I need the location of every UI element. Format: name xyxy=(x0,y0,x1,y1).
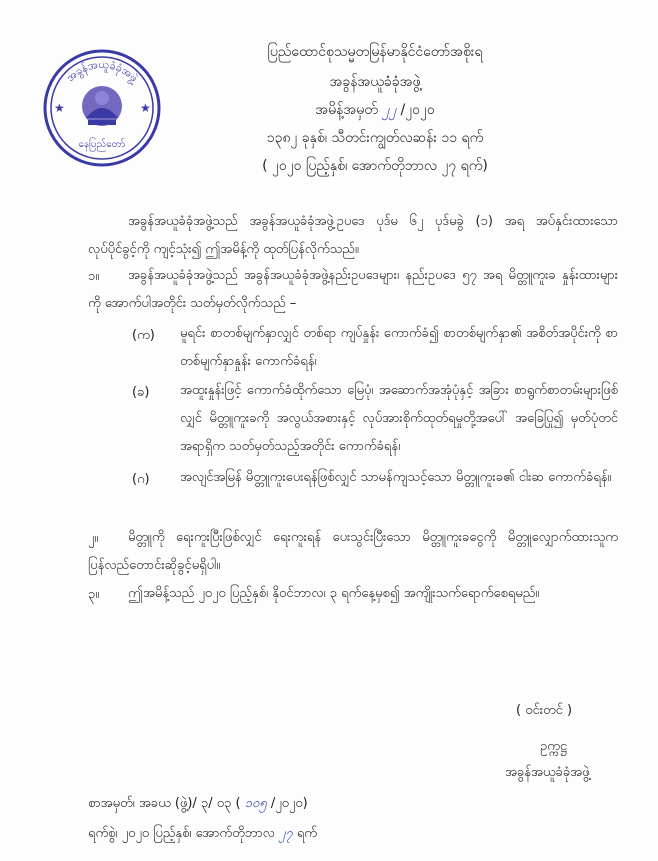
subitem-label: (ခ) xyxy=(132,385,150,400)
subitem-text: အထူးနှုန်းဖြင့် ကောက်ခံထိုက်သော မြေပုံ၊ အဆောက်အအုံပုံနှင့် အခြား စာရွက်စာတမ်းများဖြစ်လျှင် မိတ္တူကူးခကို အလွယ်အစားနှင့် လုပ်အားစိုက်ထုတ်ရမှုတို့အပေါ် အခြေပြု၍ မှတ်ပုံတင်အရာရှိက သတ်မှတ်သည့်အတိုင်း ကောက်ခံရန်၊ xyxy=(180,383,618,454)
footer-date-suffix: ရက် xyxy=(296,826,318,841)
para3-number: ၃။ xyxy=(88,587,100,602)
subitem-label: (က) xyxy=(132,328,155,343)
header-myanmar-date: ၁၃၈၂ ခုနှစ်၊ သီတင်းကျွတ်လဆန်း ၁၁ ရက် xyxy=(266,130,484,146)
signature-title: ဥက္ကဋ္ဌ xyxy=(540,739,567,754)
subitem-text: မူရင်း စာတစ်မျက်နှာလျှင် တစ်ရာ ကျပ်နှုန်း ကောက်ခံ၍ စာတစ်မျက်နှာ၏ အစိတ်အပိုင်းကို စာတစ်မျက်နှာနှုန်း ကောက်ခံရန်၊ xyxy=(180,326,618,369)
signature-name: ( ဝင်းတင် ) xyxy=(516,703,573,718)
para1-text: အခွန်အယူခံခုံအဖွဲ့သည် အခွန်အယူခံခုံအဖွဲ့နည်းဥပဒေများ၊ နည်းဥပဒေ ၅၇ အရ မိတ္တူကူးခ နှုန်းထားများကို အောက်ပါအတိုင်း သတ်မှတ်လိုက်သည် – xyxy=(88,268,618,311)
reference-prefix: စာအမှတ်၊ အခယ (ဖွဲ့)/ ၃/ ၀၃ ( xyxy=(88,796,241,811)
order-number-year: /၂၀၂၀ xyxy=(400,102,435,118)
intro-paragraph: အခွန်အယူခံခုံအဖွဲ့သည် အခွန်အယူခံခုံအဖွဲ့ဥပဒေ ပုဒ်မ ၆၂ ပုဒ်မခွဲ (၁) အရ အပ်နှင်းထားသော လုပ်ပိုင်ခွင့်ကို ကျင့်သုံး၍ ဤအမိန့်ကို ထုတ်ပြန်လိုက်သည်။ xyxy=(88,214,618,257)
footer-date-prefix: ရက်စွဲ၊ ၂၀၂၀ ပြည့်နှစ်၊ အောက်တိုဘာလ xyxy=(88,826,275,841)
reference-suffix: /၂၀၂၀) xyxy=(270,796,308,811)
order-number-handwritten: ၂၂ xyxy=(382,102,397,118)
svg-text:အခွန်အယူခံခုံအဖွဲ့ xyxy=(63,58,141,87)
header-organization: အခွန်အယူခံခုံအဖွဲ့ xyxy=(329,74,421,90)
seal-emblem xyxy=(42,48,162,168)
para2-text: မိတ္တူကို ရေးကူးပြီးဖြစ်လျှင် ရေးကူးရန် ပေးသွင်းပြီးသော မိတ္တူကူးခငွေကို မိတ္တူလျှောက်ထားသူက ပြန်လည်တောင်းဆိုခွင့်မရှိပါ။ xyxy=(88,530,618,573)
reference-number-handwritten: ၁၀၅ xyxy=(244,796,267,811)
header-government: ပြည်ထောင်စုသမ္မတမြန်မာနိုင်ငံတော်အစိုးရ xyxy=(267,44,483,60)
header-order-number xyxy=(210,100,540,121)
footer-date-day-handwritten: ၂၇ xyxy=(279,826,293,841)
seal-star-right-icon: ★ xyxy=(140,101,151,115)
order-number-label: အမိန့်အမှတ် xyxy=(315,102,378,118)
seal-center-emblem xyxy=(82,86,122,126)
subitem-label: (ဂ) xyxy=(132,472,150,487)
para1-number: ၁။ xyxy=(88,269,100,284)
para3-text: ဤအမိန့်သည် ၂၀၂၀ ပြည့်နှစ်၊ နိုဝင်ဘာလ၊ ၃ ရက်နေ့မှစ၍ အကျိုးသက်ရောက်စေရမည်။ xyxy=(128,586,540,601)
header-gregorian-date: ( ၂၀၂၀ ပြည့်နှစ်၊ အောက်တိုဘာလ ၂၇ ရက်) xyxy=(262,158,488,174)
footer-date xyxy=(88,825,317,844)
seal-star-left-icon: ★ xyxy=(54,101,65,115)
signature-organization: အခွန်အယူခံခုံအဖွဲ့ xyxy=(505,765,590,780)
seal-bottom-text: နေပြည်တော် xyxy=(78,139,126,150)
para2-number: ၂။ xyxy=(88,531,99,546)
footer-reference xyxy=(88,795,308,814)
seal-top-text: အခွန်အယူခံခုံအဖွဲ့ xyxy=(63,57,141,85)
subitem-text: အလျင်အမြန် မိတ္တူကူးပေးရန်ဖြစ်လျှင် သာမန်ကျသင့်သော မိတ္တူကူးခ၏ ငါးဆ ကောက်ခံရန်။ xyxy=(180,470,612,485)
